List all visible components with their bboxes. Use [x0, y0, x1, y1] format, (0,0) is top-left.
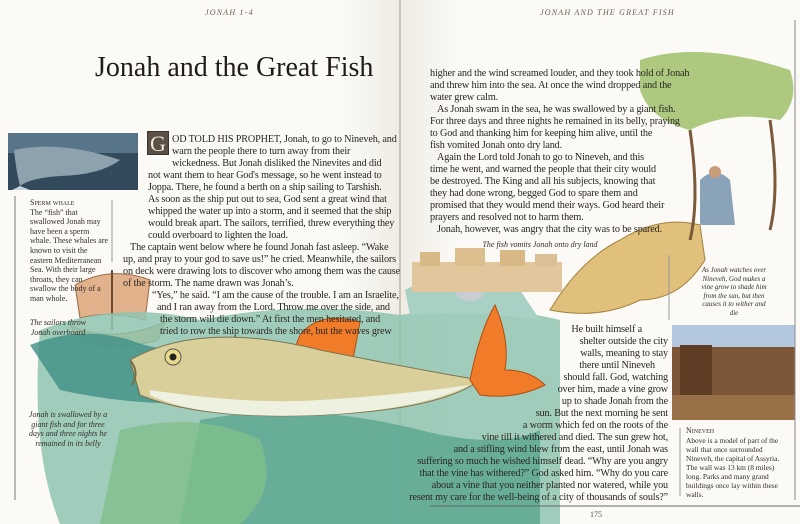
text-line: would break apart. The sailors, terrified, threw everything they	[148, 218, 395, 229]
text-line: higher and the wind screamed louder, and they took hold of Jonah	[430, 68, 690, 79]
text-line: Again the Lord told Jonah to go to Nineveh, and this	[437, 152, 644, 163]
caption-vine: As Jonah watches over Nineveh, God makes a vine grow to shade him from the sun, but then causes it to wither and die	[701, 266, 767, 317]
text-line: about a vine that you neither planted nor watered, while you	[431, 480, 668, 491]
text-line: As soon as the ship put out to sea, God sent a great wind that	[148, 194, 387, 205]
text-line: He built himself a	[571, 324, 642, 335]
text-line: shelter outside the city	[579, 336, 668, 347]
text-line: the storm will die down.” At first the men hesitated, and	[160, 314, 381, 325]
nineveh-sidebar	[686, 426, 790, 499]
text-line: could overboard to lighten the load.	[148, 230, 289, 241]
text-line: resent my care for the well-being of a city of thousands of souls?”	[409, 492, 668, 503]
sidebar-text: The “fish” that swallowed Jonah may have been a sperm whale. These whales are known to visit the eastern Mediterranean Sea. With their large throats, they can swallow the body of a man whole.	[30, 207, 109, 303]
text-line: on deck were drawing lots to discover who among them was the cause	[123, 266, 400, 277]
text-line: and threw him into the sea. At once the wind dropped and the	[430, 80, 672, 91]
text-line: should fall. God, watching	[563, 372, 668, 383]
caption-swallowed: Jonah is swallowed by a giant fish and for three days and three nights he remained in its belly	[28, 410, 108, 448]
text-line: whipped the water up into a storm, and it seemed that the ship	[148, 206, 392, 217]
text-line: warn the people there to turn away from their	[172, 146, 351, 157]
page-title: Jonah and the Great Fish	[95, 52, 374, 83]
text-line: be destroyed. The King and all his subjects, knowing that	[430, 176, 656, 187]
text-line: Joppa. There, he found a berth on a ship sailing to Tarshish.	[148, 182, 382, 193]
running-head-left: JONAH 1-4	[205, 8, 254, 17]
text-line: walls, meaning to stay	[580, 348, 668, 359]
text-line: up to shade Jonah from the	[561, 396, 668, 407]
nineveh-city-illustration	[412, 248, 562, 292]
nineveh-wall-photo	[672, 325, 795, 420]
text-line: and I ran away from the Lord. Throw me over the side, and	[157, 302, 390, 313]
text-line: of the storm. The name drawn was Jonah’s.	[123, 278, 294, 289]
text-line: there until Nineveh	[579, 360, 655, 371]
text-line: they had done wrong, begged God to spare them and	[430, 188, 638, 199]
sperm-whale-sidebar	[30, 198, 110, 304]
text-line: As Jonah swam in the sea, he was swallowed by a giant fish.	[437, 104, 676, 115]
running-head-right: JONAH AND THE GREAT FISH	[540, 8, 675, 17]
text-line: promised that they would mend their ways. God heard their	[430, 200, 665, 211]
text-line: and a stifling wind blew from the east, until Jonah was	[453, 444, 668, 455]
page-number: 175	[590, 510, 602, 519]
sperm-whale-photo	[8, 133, 138, 190]
text-line: water grew calm.	[430, 92, 499, 103]
text-line: over him, made a vine grow	[557, 384, 668, 395]
text-line: suffering so much he wished himself dead. “Why are you angry	[417, 456, 668, 467]
text-line: a worm which fed on the roots of the	[522, 420, 668, 431]
text-line: wickedness. But Jonah disliked the Ninevites and did	[172, 158, 382, 169]
text-line: For three days and three nights he remained in its belly, praying	[430, 116, 680, 127]
text-line: time he went, and warned the people that their city would	[430, 164, 656, 175]
text-line: vine till it withered and died. The sun grew hot,	[481, 432, 668, 443]
drop-cap: G	[147, 131, 169, 155]
text-line: to God and thanking him for keeping him alive, until the	[430, 128, 653, 139]
caption-sailors: The sailors throw Jonah overboard	[29, 318, 87, 337]
text-line: tried to row the ship towards the shore, but the waves grew	[160, 326, 392, 337]
sidebar-heading: Sperm whale	[30, 198, 75, 207]
sidebar-text: Above is a model of part of the wall that once surrounded Nineveh, the capital of Assyria. The wall was 13 km (8 miles) long. Parks and many grand buildings once lay within these walls.	[686, 435, 780, 499]
text-line: “Yes,” he said. “I am the cause of the trouble. I am an Israelite,	[152, 290, 399, 301]
text-line: The captain went below where he found Jonah fast asleep. “Wake	[130, 242, 389, 253]
text-line: Jonah, however, was angry that the city was to be spared.	[437, 224, 663, 235]
sidebar-heading: Nineveh	[686, 426, 715, 435]
text-line: fish vomited Jonah onto dry land.	[430, 140, 562, 151]
caption-vomits: The fish vomits Jonah onto dry land	[482, 240, 598, 249]
text-line: OD TOLD HIS PROPHET, Jonah, to go to Nineveh, and	[172, 134, 397, 145]
text-line: sun. But the next morning he sent	[535, 408, 668, 419]
text-line: up, and pray to your god to save us!” he cried. Meanwhile, the sailors	[123, 254, 396, 265]
text-line: not want them to hear God's message, so he went instead to	[148, 170, 382, 181]
text-line: prayers and resolved not to harm them.	[430, 212, 584, 223]
text-line: that the vine has withered?” God asked him. “Why do you care	[419, 468, 668, 479]
